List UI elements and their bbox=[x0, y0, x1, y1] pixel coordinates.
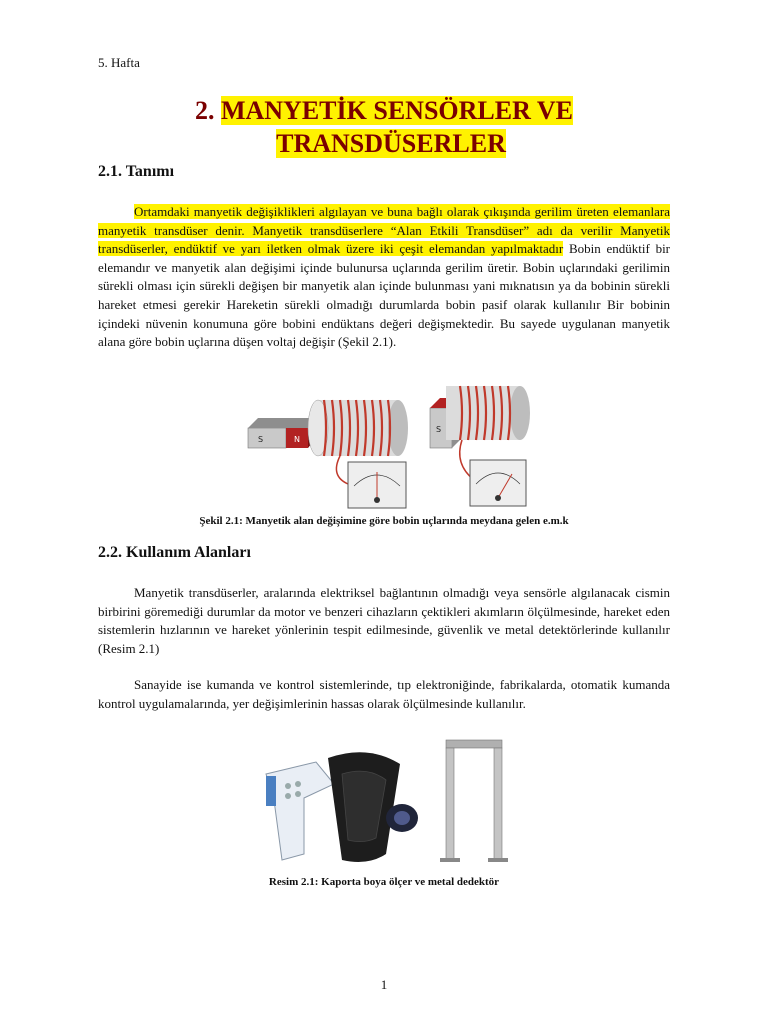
magnet-left bbox=[248, 418, 316, 448]
highlighted-definition: Ortamdaki manyetik değişiklikleri algılayan ve buna bağlı olarak çıkışında gerilim üreten elemanlara manyetik transdüser denir. Manyetik transdüserlere “Alan Etkili Transdüser” adı da verilir Manyetik transdüserler, endüktif ve yarı iletken olmak üzere iki çeşit elemandan yapılmaktadır bbox=[98, 204, 670, 257]
section2-para1-text: Manyetik transdüserler, aralarında elektriksel bağlantının olmadığı veya sensörle algılanacak cismin birbirini göremediği durumlar da motor ve benzeri cihazların çektikleri akımların ölçülmesinde, hareket eden sistemlerin hızlarının ve hareket yönlerinin tespit edilmesinde, güvenlik ve metal detektörlerinde kullanılır (Resim 2.1) bbox=[98, 585, 670, 656]
title-line2: TRANSDÜSERLER bbox=[276, 129, 506, 158]
title-line1: MANYETİK SENSÖRLER VE bbox=[220, 96, 574, 125]
leather-case bbox=[328, 752, 400, 862]
resim-2-1-caption: Resim 2.1: Kaporta boya ölçer ve metal dedektör bbox=[268, 876, 500, 888]
meter-left bbox=[336, 456, 406, 508]
week-label: 5. Hafta bbox=[98, 55, 140, 70]
coil-left bbox=[308, 400, 408, 456]
device-photos bbox=[260, 736, 510, 866]
magnet-right-s: S bbox=[436, 425, 442, 434]
magnet-left-s: S bbox=[258, 435, 264, 444]
title-number: 2. bbox=[194, 96, 215, 125]
coil-right bbox=[446, 386, 530, 440]
paragraph-rest: Bobin endüktif bir elemandır ve manyetik alan değişimi içinde bulunursa uçlarında gerilim üretir. Bobin uçlarındaki gerilimin sürekli olması için sürekli değişen bir manyetik alan içinde bulunması yani mıknatısın ya da bobinin sürekli hareket etmesi gerekir Hareketin sürekli olmadığı durumlarda bobin pasif olarak kullanılır Bir bobinin içindeki nüvenin konumuna göre bobini endüktans değeri değişmektedir. Bu sayede uygulanan manyetik alana göre bobin uçlarına düşen voltaj değişir (Şekil 2.1). bbox=[98, 241, 671, 350]
section2-para2-text: Sanayide ise kumanda ve kontrol sistemlerinde, tıp elektroniğinde, fabrikalarda, otomatik kumanda kontrol uygulamalarında, yer değişimlerinin hassas olarak ölçülmesinde kullanılır. bbox=[98, 677, 670, 711]
figure-2-1-caption: Şekil 2.1: Manyetik alan değişimine göre bobin uçlarında meydana gelen e.m.k bbox=[199, 515, 569, 527]
section2-paragraph-2 bbox=[98, 676, 670, 713]
section1-paragraph bbox=[98, 203, 670, 352]
section2-paragraph-1 bbox=[98, 584, 670, 658]
magnet-left-n: N bbox=[294, 435, 300, 444]
section-heading-tanimi: 2.1. Tanımı bbox=[98, 163, 175, 180]
page-number: 1 bbox=[380, 977, 388, 992]
paint-thickness-meter bbox=[266, 762, 334, 860]
meter-right bbox=[460, 440, 526, 506]
section-heading-kullanim: 2.2. Kullanım Alanları bbox=[98, 544, 251, 561]
probe-disc bbox=[386, 804, 418, 832]
page-title bbox=[0, 94, 768, 160]
metal-detector-gate bbox=[440, 740, 508, 862]
coil-magnet-figure bbox=[240, 380, 540, 510]
